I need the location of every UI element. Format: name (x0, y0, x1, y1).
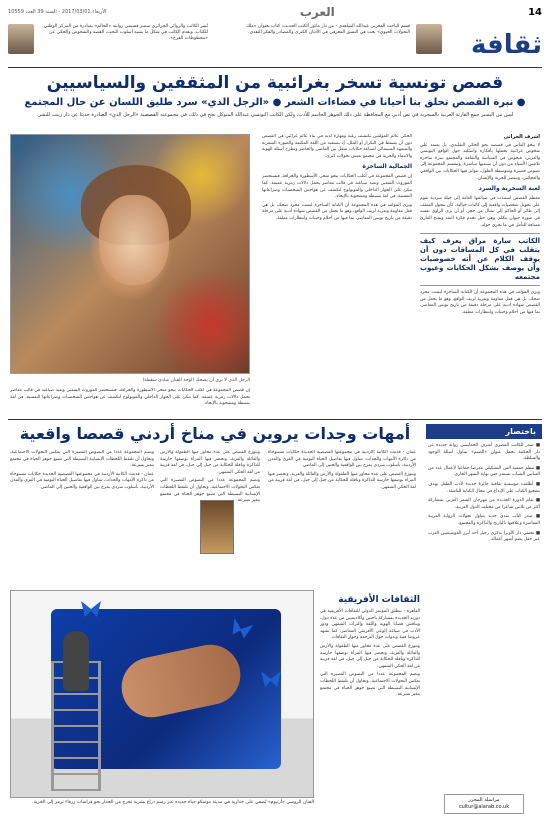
article1-pull-quote: الكاتب سارة مراق يعرف كيف يتقلب في كل المسافات دون أن يوقف الكلام عن أنه خصوصيات وأن يوصف بشكل الحكايات وعيوب مجتمعه (420, 233, 540, 286)
article1-lede: ليس من اليسير جمع القارئة العربية بالسخرية في نص أدبي مع المحافظة على ذلك الجوهر الحاسم للأدب، ولكن الكاتب التونسي عبدالله المتوكل نجح في ذلك، في مجموعته القصصية «الرجل الذي» الصادرة حديثا عن دار زينب للنشر. (36, 112, 514, 118)
portrait-painting (10, 134, 250, 374)
africa-paragraph: القاهرة - ينطلق المؤتمر الدولي للثقافات الأفريقية في دورته الجديدة بمشاركة باحثين وأكاديميين من عدة دول، ويناقش قضايا الهوية واللغة والتراث الشفهي ودور الأدب في صياغة الوعي الأفريقي المعاصر، كما يشهد عروضا فنية وندوات حول الترجمة وحوار الثقافات. (320, 609, 420, 641)
article1-paragraph: معظم القصص استندت في صياغتها العامة إلى حيلة سردية تقوم على تحويل شخصيات واقعية إلى كائنات خيالية، كأن يتحول المثقف إلى طائر أو الحاكم إلى تمثال من حجر، أو أن يرى الراوي نفسه في صورة حيوان يتكلم. وهي حيل تخدم فكرة النقد وتمنح القارئ مسافة للتأمل في ما يجري حوله. (420, 196, 540, 228)
brief-item: ■ تنظم جمعية الفن التشكيلي معرضا جماعيا لأعمال عدد من الفنانين الشباب يستمر حتى نهاية الشهر الجاري. (428, 465, 540, 478)
africa-article (320, 592, 420, 817)
masthead: العرب (299, 5, 335, 19)
article2-column-left (10, 450, 154, 580)
article1-byline: أشرف الحراثي (503, 134, 540, 140)
article1-title: قصص تونسية تسخر بغرائبية من المثقفين والسياسيين (46, 73, 504, 93)
editor-email-link[interactable]: مراسلة المحرر cultur@alarab.co.uk (444, 794, 524, 814)
article2-paragraph: عمان - قدمت الكاتبة الأردنية في مجموعتها القصصية الجديدة حكايات مستوحاة من ذاكرة الأمهات والجدات، تتناول فيها تفاصيل الحياة اليومية في القرى والمدن الأردنية، بأسلوب سردي يمزج بين الواقعية والحنين إلى الماضي. (10, 471, 154, 490)
africa-paragraph: وتتوزع القصص على عدة محاور منها الطفولة والأرض والعائلة والغربة، وتحضر فيها المرأة بوصفها حارسة للذاكرة وناقلة للحكاية من جيل إلى جيل، في لغة قريبة من لغة الحكي الشفهي. (320, 643, 420, 669)
issue-line: الأربعاء 2017/03/01 - السنة 39 العدد 10559 (8, 9, 107, 15)
top-bar (8, 6, 542, 18)
brief-item: ■ صدر للكاتب المصري أشرف الخمايسي رواية جديدة عن دار الحكمة تحمل عنوان «الصنم» تتناول أسئلة الوجود والسلطة. (428, 443, 540, 462)
header-note-2 (8, 24, 208, 54)
article2-column-right (268, 450, 416, 585)
painting-caption: الرجل الذي لا يرى أن يضحك (لوحة للفنان شادي سقطة) (142, 378, 250, 383)
mural-caption: الفنان الروسي «أرتيوم» يُضفي على جدارية في مدينة موسكو حياة جديدة عبر رسم ذراع بشرية تخرج من الجدار نحو فراشات زرقاء ترمز إلى الحرية. (32, 800, 314, 805)
header-note-2-text: نُشر الكاتب والروائي الجزائري سمير قسيمي روايته «الحالم» بمبادرة من المركز الوطني للكتاب، ويقدم الكاتب في شكل ما يشبه أسلوب البحث، القصة والشخوص والحكي عن «مخطوطات الفرح». (43, 24, 208, 41)
africa-paragraph: وتضم المجموعة عددا من النصوص القصيرة التي تعكس التحولات الاجتماعية، وتحاول أن تلتقط اللحظات الإنسانية البسيطة التي تصنع جوهر الحياة في مجتمع يتغير بسرعة. (320, 672, 420, 698)
brief-item: ■ تقام الدورة الجديدة من مهرجان الشعر العربي بمشاركة أكثر من ثلاثين شاعرا من مختلف الدول العربية. (428, 498, 540, 510)
page-number: 14 (528, 6, 542, 18)
article2-paragraph: وتضم المجموعة عددا من النصوص القصيرة التي تعكس التحولات الاجتماعية، وتحاول أن تلتقط اللحظات الإنسانية البسيطة التي تصنع جوهر الحياة في مجتمع يتغير بسرعة. (10, 450, 154, 469)
article1-paragraph: الحكي عالم المؤلفين نكتشف رغبة ومهارة لديه في بناء عالم غرائبي في القصص دون أن يسقط في التكرار أو الملل، إذ يستفيد من اللغة المكثفة والصورة الشعرية والمشهد السينمائي لصياغة حكايات تتنقل بين الماضي والحاضر وتطرح أسئلة الهوية والانتماء والحرية في مجتمع يعيش تحولات كبرى. (262, 134, 412, 159)
mural-photo (10, 590, 314, 798)
article1-column-bottom (10, 388, 250, 418)
sidebar-body (426, 439, 542, 544)
article2-paragraph: وتضم المجموعة عددا من النصوص القصيرة التي تعكس التحولات الاجتماعية، وتحاول أن تلتقط اللحظات الإنسانية البسيطة التي تصنع جوهر الحياة في مجتمع يتغير بسرعة. (160, 478, 260, 504)
writer-photo-1 (416, 24, 442, 54)
header-note-1 (242, 24, 442, 54)
brief-item: ■ تحتفي دار الأوبرا بذكرى رحيل أحد أبرز الموسيقيين العرب عبر حفل يضم أشهر أعماله. (428, 530, 540, 543)
sidebar-heading: باختصار (426, 424, 542, 439)
news-brief-sidebar (426, 424, 542, 820)
article1-paragraph: إن قصص المجموعة في أغلب الحكايات تنحو منحى الأسطورة والخرافة، فتستحضر الموروث الشعبي وتعيد صياغته في قالب معاصر يحمل دلالات رمزية عميقة. كما تتكئ على الحوار الداخلي والمونولوج لتكشف عن هواجس الشخصيات وصراعاتها النفسية، في لغة بسيطة ومشحونة بالإيحاء. (10, 388, 250, 407)
artist-figure (63, 631, 89, 691)
painting-face (99, 195, 169, 285)
article1-paragraph: لا ينحو القاص في قصصه نحو الحكي التقليدي، بل يعتمد على شخوص غرائبية يحملها بأفكاره وأسئلته حول الواقع التونسي والعربي، فيخوض في السياسة والثقافة والمجتمع بنبرة ساخرة تلامس الأشياء من دون أن تسميها مباشرة. وتنقسم المجموعة إلى نصوص قصيرة ومتوسطة الطول، تتواتر فيها الحكايات بين الواقعي والعجائبي، وتنتصر للحرية والإنسان. (420, 142, 540, 181)
section-title: ثقافة (470, 30, 542, 60)
article1-subhead-1: لعبة السخرية والسرد (478, 185, 540, 193)
article2-paragraph: عمان - قدمت الكاتبة الأردنية في مجموعتها القصصية الجديدة حكايات مستوحاة من ذاكرة الأمهات والجدات، تتناول فيها تفاصيل الحياة اليومية في القرى والمدن الأردنية، بأسلوب سردي يمزج بين الواقعية والحنين إلى الماضي. (268, 450, 416, 469)
africa-title: الثقافات الأفريقية (338, 595, 420, 605)
writer-photo-2 (8, 24, 34, 54)
article1-subtitle: ● نبرة القصص تحلق بنا أحيانا في فضاءات الشعر ● «الرجل الذي» سرد طليق اللسان عن حال المجتمع (24, 97, 526, 108)
article2-title: أمهات وجدات يروين في مناخ أردني قصصا واقعية (19, 424, 411, 443)
article1-column-right (420, 134, 540, 414)
brief-item: ■ صدر كتاب نقدي جديد يتناول تحولات الرواية العربية المعاصرة وعلاقتها بالتاريخ والذاكرة والمجتمع. (428, 514, 540, 526)
article1-paragraph: ويرى المؤلف في هذه المجموعة أن الكتابة الساخرة ليست مجرد ضحك، بل هي فعل مقاومة وتعرية لزيف الواقع، وهو ما يجعل من القصص شهادة أدبية على مرحلة دقيقة من تاريخ تونس المعاصر، بما فيها من أحلام وخيبات وانتظارات معلقة. (420, 290, 540, 315)
brief-item: ■ أطلقت مؤسسة ثقافية جائزة جديدة لأدب الطفل بهدف تشجيع الكتاب على الإبداع في مجال الكتابة للناشئة. (428, 481, 540, 494)
article1-paragraph: ويرى المؤلف في هذه المجموعة أن الكتابة الساخرة ليست مجرد ضحك، بل هي فعل مقاومة وتعرية لزيف الواقع، وهو ما يجعل من القصص شهادة أدبية على مرحلة دقيقة من تاريخ تونس المعاصر، بما فيها من أحلام وخيبات وانتظارات معلقة. (262, 202, 412, 221)
article1-column-middle (262, 134, 412, 414)
header-note-1-text: قسم الباحث المغربي عبدالله الشاهدي - من دار ماتور الكتب الحديث، كتاب بعنوان «ملك التحولات الحيوي» بحث في النسق المعرفي في الأديان الكبرى والمصادر والفكر النقدي. (246, 24, 410, 35)
article1-paragraph: إن قصص المجموعة في أغلب الحكايات تنحو منحى الأسطورة والخرافة، فتستحضر الموروث الشعبي وتعيد صياغته في قالب معاصر يحمل دلالات رمزية عميقة. كما تتكئ على الحوار الداخلي والمونولوج لتكشف عن هواجس الشخصيات وصراعاتها النفسية، في لغة بسيطة ومشحونة بالإيحاء. (262, 174, 412, 200)
page-header (8, 18, 542, 68)
article2-paragraph: وتتوزع القصص على عدة محاور منها الطفولة والأرض والعائلة والغربة، وتحضر فيها المرأة بوصفها حارسة للذاكرة وناقلة للحكاية من جيل إلى جيل، في لغة قريبة من لغة الحكي الشفهي. (268, 471, 416, 490)
article1-subhead-2: الجمالية الساخرة (362, 163, 412, 171)
article2-paragraph: وتتوزع القصص على عدة محاور منها الطفولة والأرض والعائلة والغربة، وتحضر فيها المرأة بوصفها حارسة للذاكرة وناقلة للحكاية من جيل إلى جيل، في لغة قريبة من لغة الحكي الشفهي. (160, 450, 260, 475)
book-cover-1 (200, 500, 234, 554)
section-divider (8, 419, 542, 420)
